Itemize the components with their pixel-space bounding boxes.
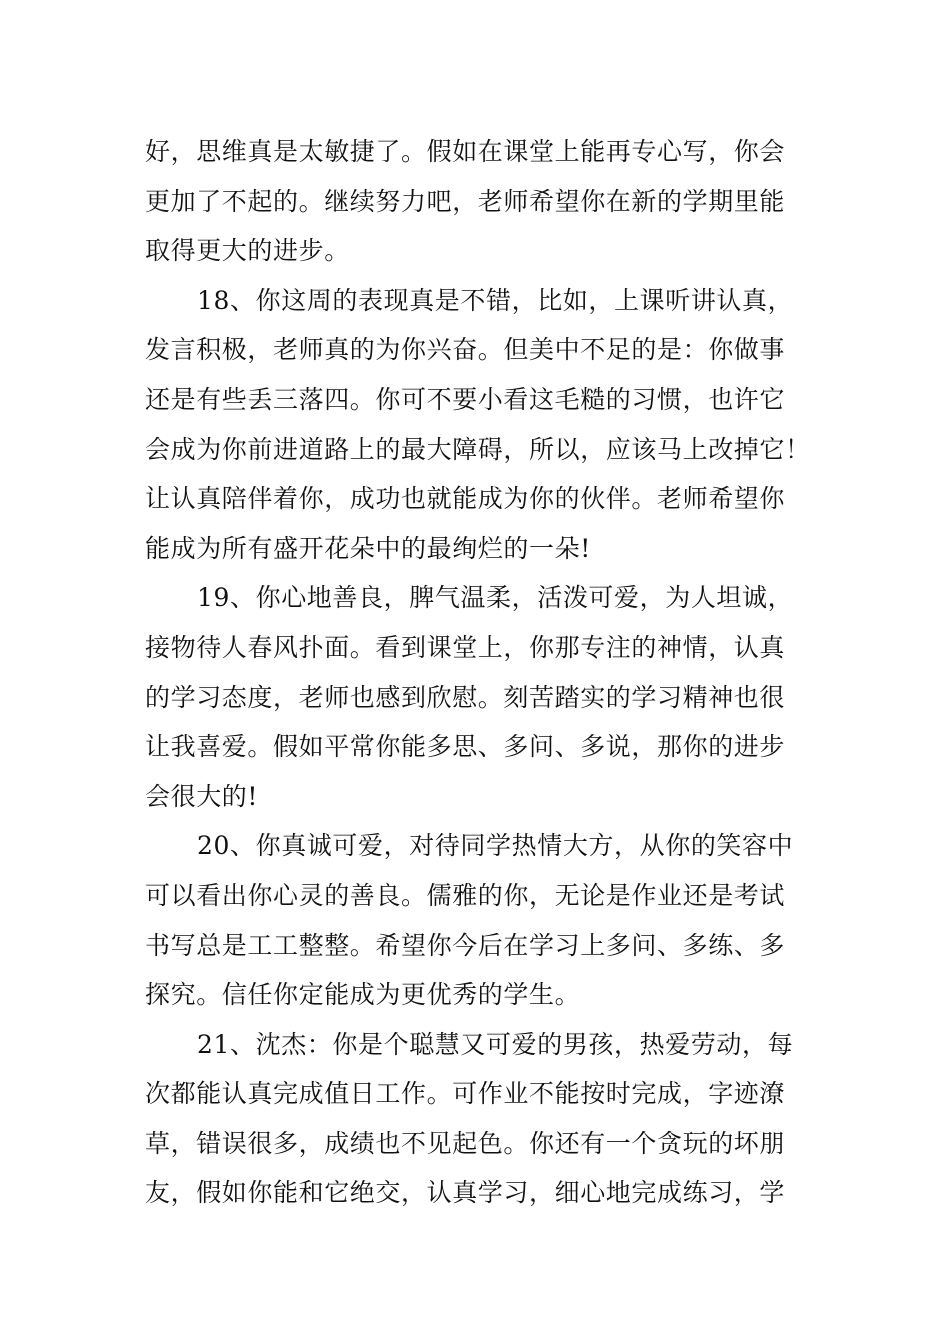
paragraph-19-start: 19、你心地善良，脾气温柔，活泼可爱，为人坦诚， bbox=[197, 583, 794, 613]
text-line: 草，错误很多，成绩也不见起色。你还有一个贪玩的坏朋 bbox=[145, 1128, 786, 1158]
text-line: 让我喜爱。假如平常你能多思、多问、多说，那你的进步 bbox=[145, 732, 786, 762]
text-line: 可以看出你心灵的善良。儒雅的你，无论是作业还是考试 bbox=[145, 880, 786, 910]
text-line: 会成为你前进道路上的最大障碍，所以，应该马上改掉它！ bbox=[145, 434, 811, 464]
text-line: 友，假如你能和它绝交，认真学习，细心地完成练习，学 bbox=[145, 1178, 786, 1208]
text-line: 接物待人春风扑面。看到课堂上，你那专注的神情，认真 bbox=[145, 632, 786, 662]
document-body bbox=[145, 127, 811, 1218]
text-line: 的学习态度，老师也感到欣慰。刻苦踏实的学习精神也很 bbox=[145, 682, 786, 712]
paragraph-21-start: 21、沈杰：你是个聪慧又可爱的男孩，热爱劳动，每 bbox=[197, 1029, 794, 1059]
text-line: 好，思维真是太敏捷了。假如在课堂上能再专心写，你会 bbox=[145, 137, 786, 166]
text-line: 探究。信任你定能成为更优秀的学生。 bbox=[145, 980, 581, 1010]
text-line: 书写总是工工整整。希望你今后在学习上多问、多练、多 bbox=[145, 930, 786, 960]
text-line: 还是有些丢三落四。你可不要小看这毛糙的习惯，也许它 bbox=[145, 384, 786, 414]
paragraph-18-start: 18、你这周的表现真是不错，比如，上课听讲认真， bbox=[197, 285, 794, 315]
text-line: 更加了不起的。继续努力吧，老师希望你在新的学期里能 bbox=[145, 186, 786, 216]
text-line: 能成为所有盛开花朵中的最绚烂的一朵! bbox=[145, 533, 591, 563]
text-line: 发言积极，老师真的为你兴奋。但美中不足的是：你做事 bbox=[145, 335, 786, 365]
text-line: 会很大的! bbox=[145, 781, 259, 811]
text-line: 取得更大的进步。 bbox=[145, 236, 350, 266]
paragraph-20-start: 20、你真诚可爱，对待同学热情大方，从你的笑容中 bbox=[197, 831, 794, 861]
text-line: 次都能认真完成值日工作。可作业不能按时完成，字迹潦 bbox=[145, 1079, 786, 1109]
text-line: 让认真陪伴着你，成功也就能成为你的伙伴。老师希望你 bbox=[145, 484, 786, 514]
